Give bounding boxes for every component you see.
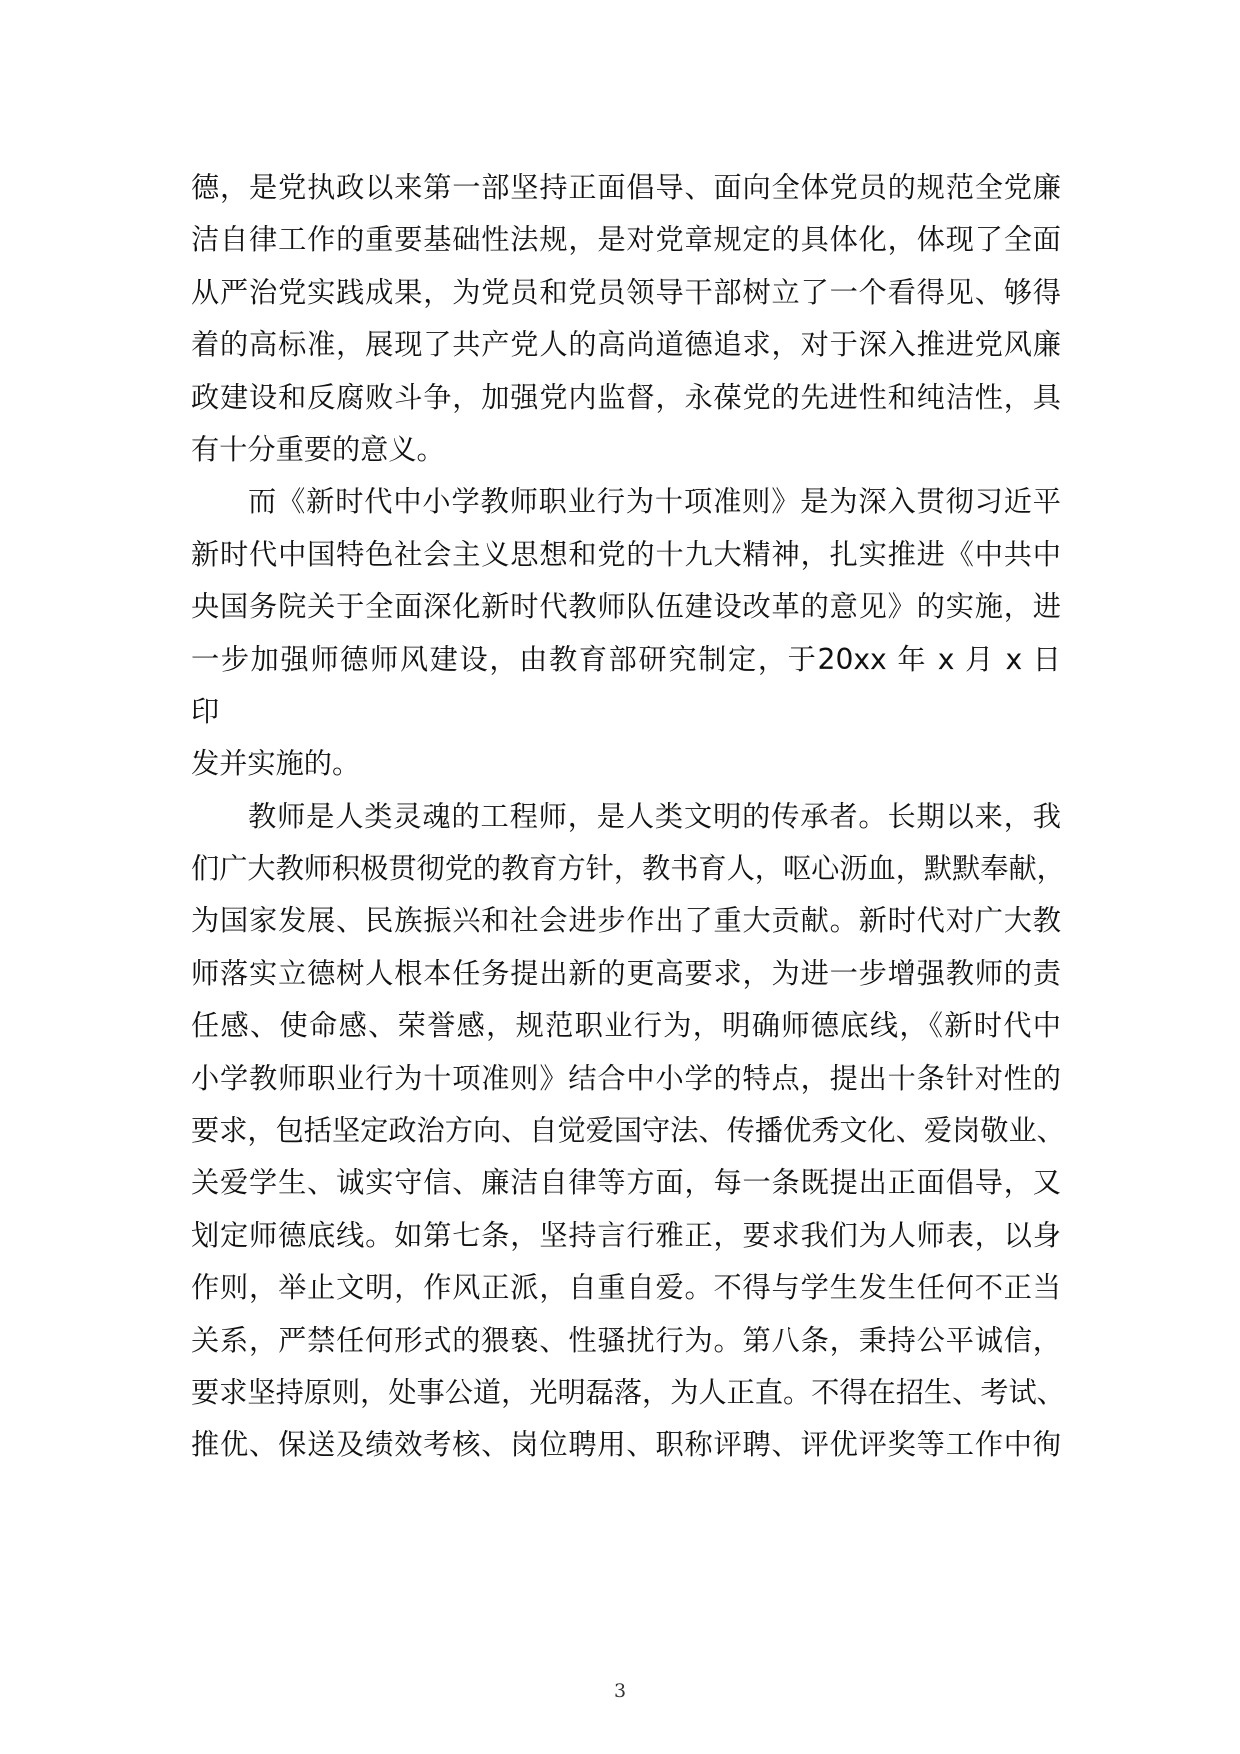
text-line: 为国家发展、民族振兴和社会进步作出了重大贡献。新时代对广大教 xyxy=(191,904,1061,938)
text-line: 发并实施的。 xyxy=(191,747,361,781)
text-line: 们广大教师积极贯彻党的教育方针，教书育人，呕心沥血，默默奉献， xyxy=(191,852,1065,886)
paragraph-first-line: 而《新时代中小学教师职业行为十项准则》是为深入贯彻习近平 xyxy=(248,485,1061,519)
text-line: 一步加强师德师风建设，由教育部研究制定，于20xx 年 x 月 x 日 xyxy=(191,642,1061,676)
body-text xyxy=(191,162,1065,1472)
text-line: 关系，严禁任何形式的猥亵、性骚扰行为。第八条，秉持公平诚信， xyxy=(191,1323,1061,1357)
text-line: 关爱学生、诚实守信、廉洁自律等方面，每一条既提出正面倡导，又 xyxy=(191,1166,1061,1200)
text-line: 师落实立德树人根本任务提出新的更高要求，为进一步增强教师的责 xyxy=(191,956,1061,990)
text-line: 推优、保送及绩效考核、岗位聘用、职称评聘、评优评奖等工作中徇 xyxy=(191,1428,1061,1462)
page-number: 3 xyxy=(613,1680,627,1702)
text-line: 从严治党实践成果，为党员和党员领导干部树立了一个看得见、够得 xyxy=(191,275,1061,309)
paragraph-first-line: 教师是人类灵魂的工程师，是人类文明的传承者。长期以来，我 xyxy=(248,799,1061,833)
text-line: 印 xyxy=(191,694,220,728)
text-line: 新时代中国特色社会主义思想和党的十九大精神，扎实推进《中共中 xyxy=(191,537,1061,571)
text-line: 政建设和反腐败斗争，加强党内监督，永葆党的先进性和纯洁性，具 xyxy=(191,380,1061,414)
text-line: 划定师德底线。如第七条，坚持言行雅正，要求我们为人师表，以身 xyxy=(191,1218,1061,1252)
text-line: 洁自律工作的重要基础性法规，是对党章规定的具体化，体现了全面 xyxy=(191,223,1061,257)
text-line: 小学教师职业行为十项准则》结合中小学的特点，提出十条针对性的 xyxy=(191,1061,1061,1095)
text-line: 任感、使命感、荣誉感，规范职业行为，明确师德底线，《新时代中 xyxy=(191,1009,1061,1043)
text-line: 德，是党执政以来第一部坚持正面倡导、面向全体党员的规范全党廉 xyxy=(191,171,1061,204)
text-line: 着的高标准，展现了共产党人的高尚道德追求，对于深入推进党风廉 xyxy=(191,328,1061,362)
text-line: 要求，包括坚定政治方向、自觉爱国守法、传播优秀文化、爱岗敬业、 xyxy=(191,1114,1065,1148)
text-line: 有十分重要的意义。 xyxy=(191,432,445,466)
text-line: 央国务院关于全面深化新时代教师队伍建设改革的意见》的实施，进 xyxy=(191,590,1061,624)
text-line: 要求坚持原则，处事公道，光明磊落，为人正直。不得在招生、考试、 xyxy=(191,1375,1065,1409)
text-line: 作则，举止文明，作风正派，自重自爱。不得与学生发生任何不正当 xyxy=(191,1271,1061,1305)
